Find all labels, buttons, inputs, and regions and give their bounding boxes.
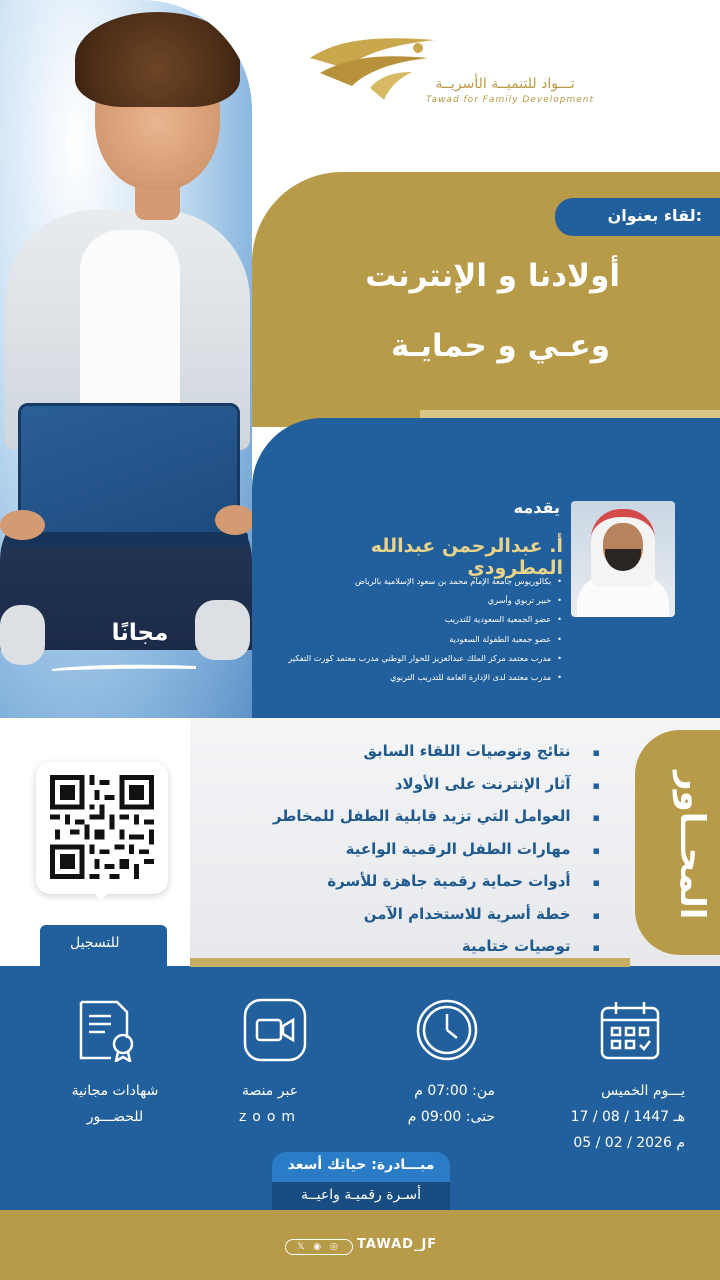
brand-name-en: Tawad for Family Development [426,95,594,105]
initiative-badge: مبـــادرة: حياتك أسعد [272,1152,450,1182]
bio-item: • مدرب معتمد مركز الملك عبدالعزيز للحوار الوطني مدرب معتمد كورت التفكير [260,649,562,668]
event-day [520,1078,685,1156]
bio-item: • عضو جمعية الطفولة السعودية [260,630,562,649]
boy-shoe-right [195,600,250,660]
date-hijri: 17 / 08 / 1447 هـ [570,1109,685,1125]
qr-pointer [92,891,110,901]
day-label: يـــوم الخميس [601,1083,685,1099]
platform-name: zoom [238,1109,302,1125]
brush-swoosh-icon [50,662,198,672]
cert-line2: للحضـــور [86,1109,144,1125]
axis-item: ▪ العوامل التي تزيد قابلية الطفل للمخاطر [300,801,600,834]
presenter-label: يقدمه [513,498,560,517]
axis-item: ▪ أدوات حماية رقمية جاهزة للأسرة [300,866,600,899]
date-gregorian: 05 / 02 / 2026 م [573,1135,685,1151]
boy-hand-right [215,505,252,535]
calendar-icon [598,998,662,1062]
presenter-name: أ. عبدالرحمن عبدالله المطرودي [370,535,563,579]
boy-shoe-left [0,605,45,665]
axes-heading: المحــاور [672,770,712,920]
bio-item: • بكالوريوس جامعة الإمام محمد بن سعود الإسلامية بالرياض [260,572,562,591]
event-platform [215,1078,325,1130]
certificate-icon [75,998,139,1062]
bio-item: • خبير تربوي وأسري [260,591,562,610]
clock-icon [415,998,479,1062]
social-icons[interactable]: 𝕏 ◉ ◎ [285,1239,353,1255]
boy-tshirt [80,230,180,430]
axes-list [272,736,600,964]
time-to: حتى: 09:00 م [407,1109,495,1125]
event-certificates [50,1078,180,1130]
axis-item: ▪ توصيات ختامية [300,931,600,964]
axis-item: ▪ آثار الإنترنت على الأولاد [300,769,600,802]
gold-strip [190,958,630,967]
boy-hair [75,12,240,107]
presenter-photo [571,501,675,617]
presenter-bio-list [260,572,562,687]
axis-item: ▪ نتائج وتوصيات اللقاء السابق [300,736,600,769]
zoom-video-icon [243,998,307,1062]
qr-code-icon[interactable] [50,775,154,879]
hero-image [0,0,252,718]
cert-line1: شهادات مجانية [71,1083,159,1099]
laptop [18,403,240,538]
event-title-line2: وعـي و حمايـة [390,328,610,364]
brand-name-ar: تـــواد للتنميــة الأسريــة [435,76,575,92]
divider-line [420,410,720,418]
event-title-line1: أولادنا و الإنترنت [365,258,620,294]
laptop-base [8,532,248,546]
axis-item: ▪ مهارات الطفل الرقمية الواعية [300,834,600,867]
title-tag: لقاء بعنوان: [555,198,720,236]
free-label: مجانًا [111,620,169,646]
time-from: من: 07:00 م [414,1083,495,1099]
event-time [360,1078,495,1130]
platform-label: عبر منصة [241,1083,299,1099]
boy-hand-left [0,510,45,540]
register-button[interactable]: للتسجيل [40,925,167,967]
initiative-subtitle: أسـرة رقميـة واعيــة [272,1182,450,1212]
axis-item: ▪ خطة أسرية للاستخدام الآمن [300,899,600,932]
social-handle[interactable]: TAWAD_JF [357,1237,438,1252]
bio-item: • مدرب معتمد لدى الإدارة العامة للتدريب التربوي [260,668,562,687]
bio-item: • عضو الجمعية السعودية للتدريب [260,610,562,629]
